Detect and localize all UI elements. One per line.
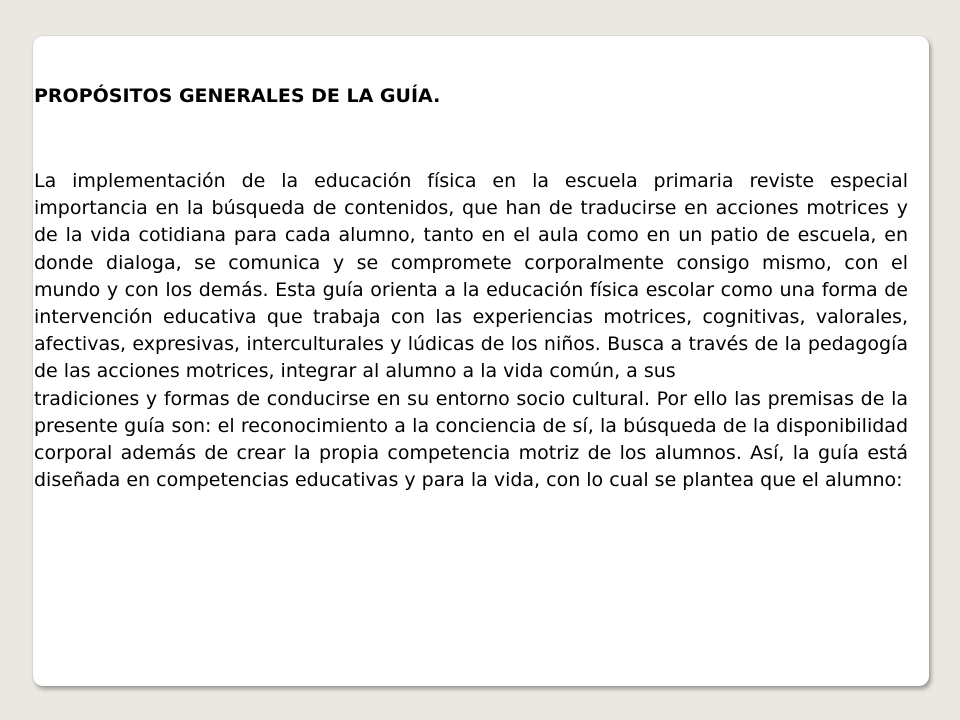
body-paragraph-1: La implementación de la educación física en la escuela primaria reviste especial importancia en la búsqueda de contenidos, que han de traducirse en acciones motrices y de la vida cotidiana para cada alumno, tanto en el aula como en un patio de escuela, en donde dialoga, se comunica y se compromete corporalmente consigo mismo, con el mundo y con los demás. Esta guía orienta a la educación física escolar como una forma de intervención educativa que trabaja con las experiencias motrices, cognitivas, valorales, afectivas, expresivas, interculturales y lúdicas de los niños. Busca a través de la pedagogía de las acciones motrices, integrar al alumno a la vida común, a sus: [34, 170, 908, 383]
body-paragraph-2: tradiciones y formas de conducirse en su entorno socio cultural. Por ello las premisas de la presente guía son: el reconocimiento a la conciencia de sí, la búsqueda de la disponibilidad corporal además de crear la propia competencia motriz de los alumnos. Así, la guía está diseñada en competencias educativas y para la vida, con lo cual se plantea que el alumno:: [34, 387, 908, 492]
slide-body: [34, 168, 908, 494]
slide-title: PROPÓSITOS GENERALES DE LA GUÍA.: [34, 85, 441, 107]
